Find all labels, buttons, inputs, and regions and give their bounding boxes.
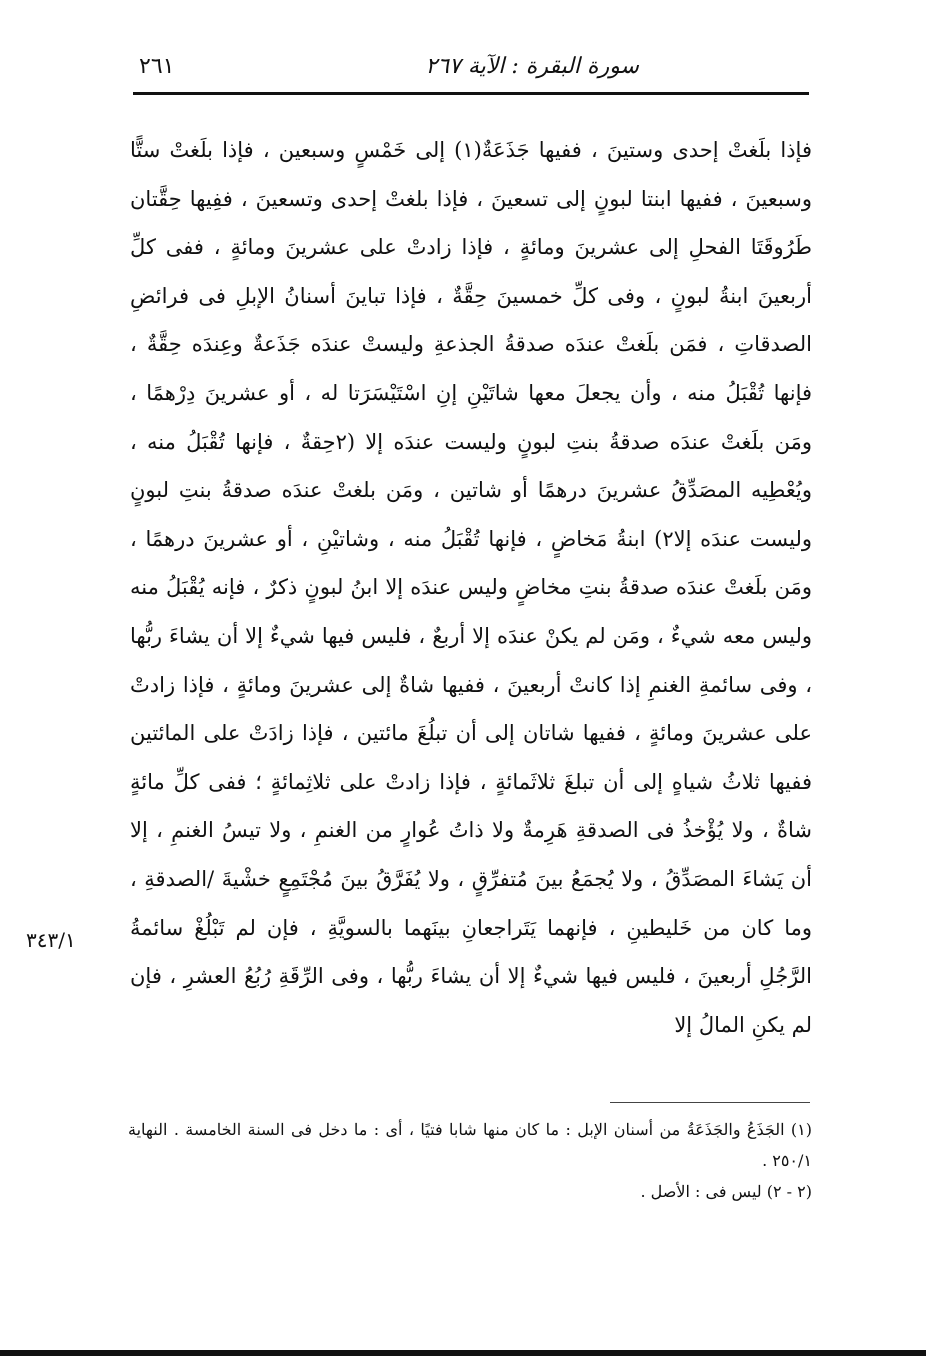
page-number: ٢٦١ xyxy=(139,54,175,79)
header-rule xyxy=(133,92,809,95)
page-bottom-edge xyxy=(0,1350,926,1356)
main-paragraph: فإذا بلَغتْ إحدى وستينَ ، ففيها جَذَعَةٌ(١) إلى خَمْسٍ وسبعين ، فإذا بلَغتْ ستًّا وسبعينَ ، ففيها ابنتا لبونٍ إلى تسعينَ ، فإذا بلغتْ إحدى وتسعينَ ، ففِيها حِقَّتان طَرُوقَتَا الفحلِ إلى عشرينَ ومائةٍ ، فإذا زادتْ على عشرينَ ومائةٍ ، ففى كلِّ أربعينَ ابنةُ لبونٍ ، وفى كلِّ خمسينَ حِقَّةٌ ، فإذا تباينَ أسنانُ الإبلِ فى فرائضِ الصدقاتِ ، فمَن بلَغتْ عندَه صدقةُ الجذعةِ وليستْ عندَه جَذَعةٌ وعِندَه حِقَّةٌ ، فإنها تُقْبَلُ منه ، وأن يجعلَ معها شاتَيْنِ إنِ اسْتَيْسَرَتا له ، أو عشرينَ دِرْهمًا ، ومَن بلَغتْ عندَه صدقةُ بنتِ لبونٍ وليست عندَه إلا (٢حِقةٌ ، فإنها تُقْبَلُ منه ، ويُعْطِيه المصَدِّقُ عشرينَ درهمًا أو شاتين ، ومَن بلغتْ عندَه صدقةُ بنتِ لبونٍ وليست عندَه إلا٢) ابنةُ مَخاضٍ ، فإنها تُقْبَلُ منه ، وشاتيْنِ ، أو عشرينَ درهمًا ، ومَن بلَغتْ عندَه صدقةُ بنتِ مخاضٍ وليس عندَه إلا ابنُ لبونٍ ذكرٌ ، فإنه يُقْبَلُ منه وليس معه شيءٌ ، ومَن لم يكنْ عندَه إلا أربعٌ ، فليس فيها شيءٌ إلا أن يشاءَ ربُّها ، وفى سائمةِ الغنمِ إذا كانتْ أربعينَ ، ففيها شاةٌ إلى عشرينَ ومائةٍ ، فإذا زادتْ على عشرينَ ومائةٍ ، ففيها شاتان إلى أن تبلُغَ مائتين ، فإذا زادَتْ على المائتين ففيها ثلاثُ شياهٍ إلى أن تبلغَ ثلاثَمائةٍ ، فإذا زادتْ على ثلاثِمائةٍ ؛ ففى كلِّ مائةٍ شاةٌ ، ولا يُؤْخذُ فى الصدقةِ هَرِمةٌ ولا ذاتُ عُوارٍ من الغنمِ ، ولا تيسُ الغنمِ ، إلا أن يَشاءَ المصَدِّقُ ، ولا يُجمَعُ بينَ مُتفرِّقٍ ، ولا يُفَرَّقُ بينَ مُجْتَمِعٍ خشْيةَ /الصدقةِ ، وما كان من خَليطينِ ، فإنهما يَتَراجعانِ بينَهما بالسويَّةِ ، فإن لم تَبْلُغْ سائمةُ الرَّجُلِ أربعينَ ، فليس فيها شيءٌ إلا أن يشاءَ ربُّها ، وفى الرِّقَةِ رُبُعُ العشرِ ، فإن لم يكنِ المالُ إلا xyxy=(130,138,813,1037)
footnote-1: (١) الجَذَعُ والجَذَعَةُ من أسنان الإبل : ما كان منها شابا فتيًا ، أى : ما دخل فى السنة الخامسة . النهاية ٢٥٠/١ . xyxy=(128,1120,813,1170)
footnote-divider xyxy=(610,1102,810,1103)
running-title: سورة البقرة : الآية ٢٦٧ xyxy=(425,54,639,79)
footnotes xyxy=(128,1114,812,1207)
main-text xyxy=(130,126,812,1049)
page-header xyxy=(133,44,809,94)
footnote-2: (٢ - ٢) ليس فى : الأصل . xyxy=(640,1182,812,1201)
margin-reference: ٣٤٣/١ xyxy=(26,928,76,952)
